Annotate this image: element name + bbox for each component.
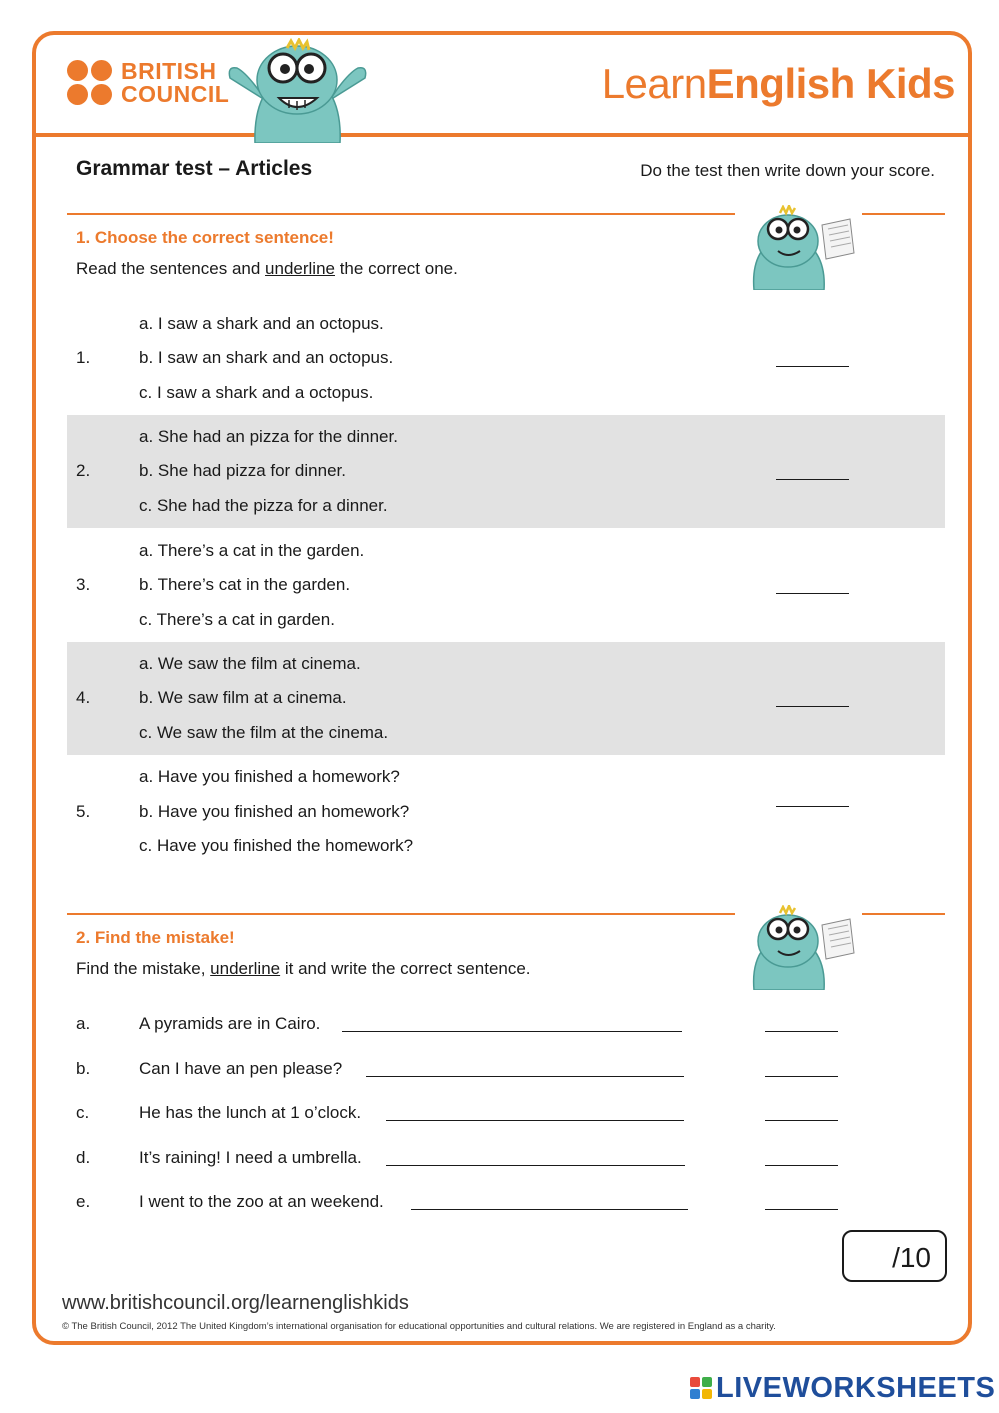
question-number: 4. [76, 688, 91, 707]
question-number: 2. [76, 461, 91, 480]
score-blank[interactable] [765, 1031, 838, 1032]
question-row-3 [67, 529, 945, 642]
learnenglish-kids-logo: LearnEnglish Kids [601, 60, 955, 107]
mistake-sentence[interactable]: He has the lunch at 1 o’clock. [139, 1103, 362, 1122]
score-blank[interactable] [765, 1076, 838, 1077]
answer-line[interactable] [386, 1165, 685, 1166]
question-number: 5. [76, 802, 91, 821]
total-score-box[interactable]: /10 [842, 1230, 947, 1282]
mistake-sentence[interactable]: A pyramids are in Cairo. [139, 1014, 321, 1033]
question-row-1 [67, 302, 945, 415]
option-c[interactable]: c. I saw a shark and a octopus. [139, 383, 374, 402]
section2-divider [67, 913, 735, 915]
section2-heading: 2. Find the mistake! [76, 928, 235, 947]
page-title: Grammar test – Articles [76, 157, 313, 180]
option-c[interactable]: c. We saw the film at the cinema. [139, 723, 389, 742]
monster-mascot-icon [225, 38, 370, 143]
option-b[interactable]: b. There’s cat in the garden. [139, 575, 351, 594]
section2-instructions: Find the mistake, underline it and write the correct sentence. [76, 959, 531, 978]
score-blank[interactable] [776, 479, 849, 480]
monster-reading-icon [742, 205, 857, 290]
question-number: 3. [76, 575, 91, 594]
section1-divider-right [862, 213, 945, 215]
section1-heading: 1. Choose the correct sentence! [76, 228, 334, 247]
footer-copyright: © The British Council, 2012 The United Kingdom’s international organisation for educational opportunities and cultural relations. We are registered in England as a charity. [62, 1321, 776, 1332]
score-blank[interactable] [776, 593, 849, 594]
answer-line[interactable] [411, 1209, 688, 1210]
mistake-sentence[interactable]: It’s raining! I need a umbrella. [139, 1148, 362, 1167]
option-a[interactable]: a. She had an pizza for the dinner. [139, 427, 398, 446]
monster-reading-icon [742, 905, 857, 990]
page-subtitle: Do the test then write down your score. [640, 161, 935, 180]
option-c[interactable]: c. Have you finished the homework? [139, 836, 414, 855]
question-number: 1. [76, 348, 91, 367]
score-blank[interactable] [776, 706, 849, 707]
mistake-sentence[interactable]: Can I have an pen please? [139, 1059, 343, 1078]
option-b[interactable]: b. We saw film at a cinema. [139, 688, 347, 707]
option-c[interactable]: c. She had the pizza for a dinner. [139, 496, 388, 515]
option-a[interactable]: a. I saw a shark and an octopus. [139, 314, 384, 333]
header-divider [34, 133, 970, 137]
option-a[interactable]: a. There’s a cat in the garden. [139, 541, 365, 560]
answer-line[interactable] [366, 1076, 684, 1077]
liveworksheets-icon [690, 1377, 712, 1401]
british-council-wordmark: BRITISH COUNCIL [121, 58, 230, 107]
score-blank[interactable] [776, 806, 849, 807]
british-council-logo [67, 60, 237, 110]
section2-divider-right [862, 913, 945, 915]
footer-url: www.britishcouncil.org/learnenglishkids [62, 1292, 409, 1314]
mistake-sentence[interactable]: I went to the zoo at an weekend. [139, 1192, 384, 1211]
question-row-4 [67, 642, 945, 755]
question-row-5 [67, 755, 945, 868]
question-row-2 [67, 415, 945, 528]
british-council-dots-icon [67, 60, 115, 108]
section1-instructions: Read the sentences and underline the correct one. [76, 259, 458, 278]
option-b[interactable]: b. I saw an shark and an octopus. [139, 348, 394, 367]
score-blank[interactable] [776, 366, 849, 367]
section1-divider [67, 213, 735, 215]
liveworksheets-wordmark: LIVEWORKSHEETS [716, 1372, 996, 1404]
option-c[interactable]: c. There’s a cat in garden. [139, 610, 335, 629]
option-b[interactable]: b. She had pizza for dinner. [139, 461, 346, 480]
answer-line[interactable] [342, 1031, 682, 1032]
option-a[interactable]: a. Have you finished a homework? [139, 767, 400, 786]
score-blank[interactable] [765, 1209, 838, 1210]
option-b[interactable]: b. Have you finished an homework? [139, 802, 410, 821]
answer-line[interactable] [386, 1120, 684, 1121]
score-blank[interactable] [765, 1120, 838, 1121]
score-blank[interactable] [765, 1165, 838, 1166]
option-a[interactable]: a. We saw the film at cinema. [139, 654, 361, 673]
